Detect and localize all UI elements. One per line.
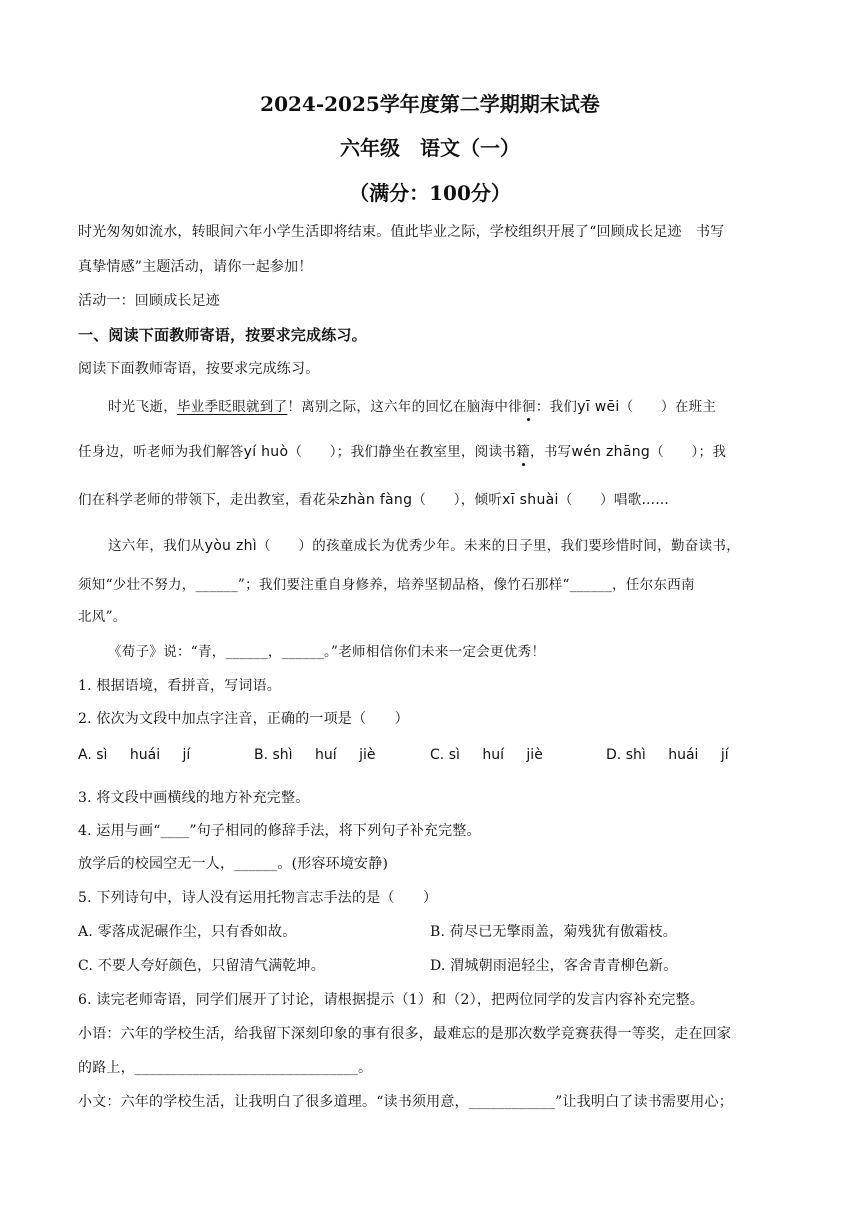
option-pinyin: sì bbox=[96, 747, 108, 763]
q5-option-c[interactable]: C. 不要人夸好颜色，只留清气满乾坤。 bbox=[78, 958, 325, 974]
passage-text: 任身边，听老师为我们解答 bbox=[78, 444, 244, 460]
exam-title: 2024-2025学年度第二学期期末试卷 bbox=[260, 92, 600, 116]
passage-line-2 bbox=[78, 440, 726, 460]
intro-line-1: 时光匆匆如流水，转眼间六年小学生活即将结束。值此毕业之际，学校组织开展了“回顾成长足迹 书写 bbox=[78, 224, 725, 240]
q5-option-d[interactable]: D. 渭城朝雨浥轻尘，客舍青青柳色新。 bbox=[430, 958, 678, 974]
option-pinyin: huí bbox=[482, 747, 504, 763]
option-pinyin: shì bbox=[272, 747, 293, 763]
option-pinyin: jí bbox=[720, 747, 729, 763]
passage-line-5: 须知“少壮不努力，______”；我们要注重自身修养，培养坚韧品格，像竹石那样“______，任尔东西南 bbox=[78, 577, 695, 593]
passage-text: （ ）唱歌…… bbox=[558, 492, 670, 508]
option-pinyin: jiè bbox=[359, 747, 376, 763]
underlined-sentence: 毕业季眨眼就到了 bbox=[177, 399, 288, 415]
option-pinyin: jí bbox=[182, 747, 191, 763]
question-3: 3. 将文段中画横线的地方补充完整。 bbox=[78, 790, 310, 806]
intro-line-2: 真挚情感”主题活动，请你一起参加！ bbox=[78, 259, 313, 275]
option-pinyin: huái bbox=[129, 747, 161, 763]
activity-1-label: 活动一：回顾成长足迹 bbox=[78, 293, 220, 309]
question-1: 1. 根据语境，看拼音，写词语。 bbox=[78, 678, 282, 694]
passage-text: 这六年，我们从 bbox=[108, 538, 205, 554]
option-letter: C. bbox=[430, 747, 445, 763]
passage-text: 时光飞逝， bbox=[108, 399, 177, 415]
q5-option-a[interactable]: A. 零落成泥碾作尘，只有香如故。 bbox=[78, 924, 297, 940]
pinyin-wenzhang: wén zhāng bbox=[571, 444, 651, 460]
section-1-instruction: 阅读下面教师寄语，按要求完成练习。 bbox=[78, 361, 320, 377]
passage-line-3 bbox=[78, 488, 669, 508]
section-1-heading: 一、阅读下面教师寄语，按要求完成练习。 bbox=[78, 326, 367, 344]
question-4: 4. 运用与画“____”句子相同的修辞手法，将下列句子补充完整。 bbox=[78, 823, 481, 839]
passage-text: ：我们 bbox=[535, 399, 578, 415]
option-pinyin: sì bbox=[448, 747, 460, 763]
pinyin-yiwei: yī wēi bbox=[577, 399, 620, 415]
passage-text: （ ）；我 bbox=[650, 444, 727, 460]
dotted-char: 籍 bbox=[516, 444, 531, 460]
option-b[interactable] bbox=[254, 747, 376, 763]
exam-score: （满分：100分） bbox=[349, 181, 511, 205]
pinyin-youzhi: yòu zhì bbox=[204, 538, 257, 554]
pinyin-xishuai: xī shuài bbox=[502, 492, 559, 508]
q6-xiaowen-line: 小文：六年的学校生活，让我明白了很多道理。“读书须用意，____________”让我明白了读书需要用心； bbox=[78, 1094, 733, 1110]
passage-text: （ ）；我们静坐在教室里，阅读书 bbox=[288, 444, 517, 460]
passage-text: （ ）在班主 bbox=[619, 399, 717, 415]
option-letter: A. bbox=[78, 747, 92, 763]
passage-text: （ ），倾听 bbox=[412, 492, 503, 508]
question-6: 6. 读完老师寄语，同学们展开了讨论，请根据提示（1）和（2），把两位同学的发言内容补充完整。 bbox=[78, 992, 705, 1008]
question-5: 5. 下列诗句中，诗人没有运用托物言志手法的是（ ） bbox=[78, 890, 438, 906]
exam-subtitle: 六年级 语文（一） bbox=[340, 136, 520, 160]
q6-xiaoyu-line-1: 小语：六年的学校生活，给我留下深刻印象的事有很多，最难忘的是那次数学竞赛获得一等奖，走在回家 bbox=[78, 1026, 732, 1042]
option-pinyin: shì bbox=[625, 747, 646, 763]
dotted-char: 徊 bbox=[522, 399, 536, 415]
passage-line-6: 北风”。 bbox=[78, 609, 127, 625]
question-2: 2. 依次为文段中加点字注音，正确的一项是（ ） bbox=[78, 711, 409, 727]
passage-text: 们在科学老师的带领下，走出教室，看花朵 bbox=[78, 492, 341, 508]
question-4-sub: 放学后的校园空无一人，______。(形容环境安静) bbox=[78, 856, 389, 872]
option-pinyin: huí bbox=[315, 747, 337, 763]
passage-line-1 bbox=[108, 395, 716, 415]
q5-option-b[interactable]: B. 荷尽已无擎雨盖，菊残犹有傲霜枝。 bbox=[430, 924, 677, 940]
option-letter: B. bbox=[254, 747, 269, 763]
option-c[interactable] bbox=[430, 747, 543, 763]
passage-text: ，书写 bbox=[530, 444, 572, 460]
option-a[interactable] bbox=[78, 747, 190, 763]
pinyin-zhanfang: zhàn fàng bbox=[340, 492, 413, 508]
q6-xiaoyu-line-2: 的路上，_______________________________。 bbox=[78, 1060, 373, 1076]
passage-text: （ ）的孩童成长为优秀少年。未来的日子里，我们要珍惜时间，勤奋读书， bbox=[257, 538, 740, 554]
option-pinyin: huái bbox=[668, 747, 699, 763]
option-letter: D. bbox=[606, 747, 622, 763]
passage-line-4 bbox=[108, 534, 740, 554]
passage-text: ！离别之际，这六年的回忆在脑海中徘 bbox=[287, 399, 523, 415]
option-pinyin: jiè bbox=[526, 747, 543, 763]
pinyin-yihuo: yí huò bbox=[243, 444, 289, 460]
passage-line-7: 《荀子》说：“青，______，______。”老师相信你们未来一定会更优秀！ bbox=[108, 644, 546, 660]
option-d[interactable] bbox=[606, 747, 729, 763]
